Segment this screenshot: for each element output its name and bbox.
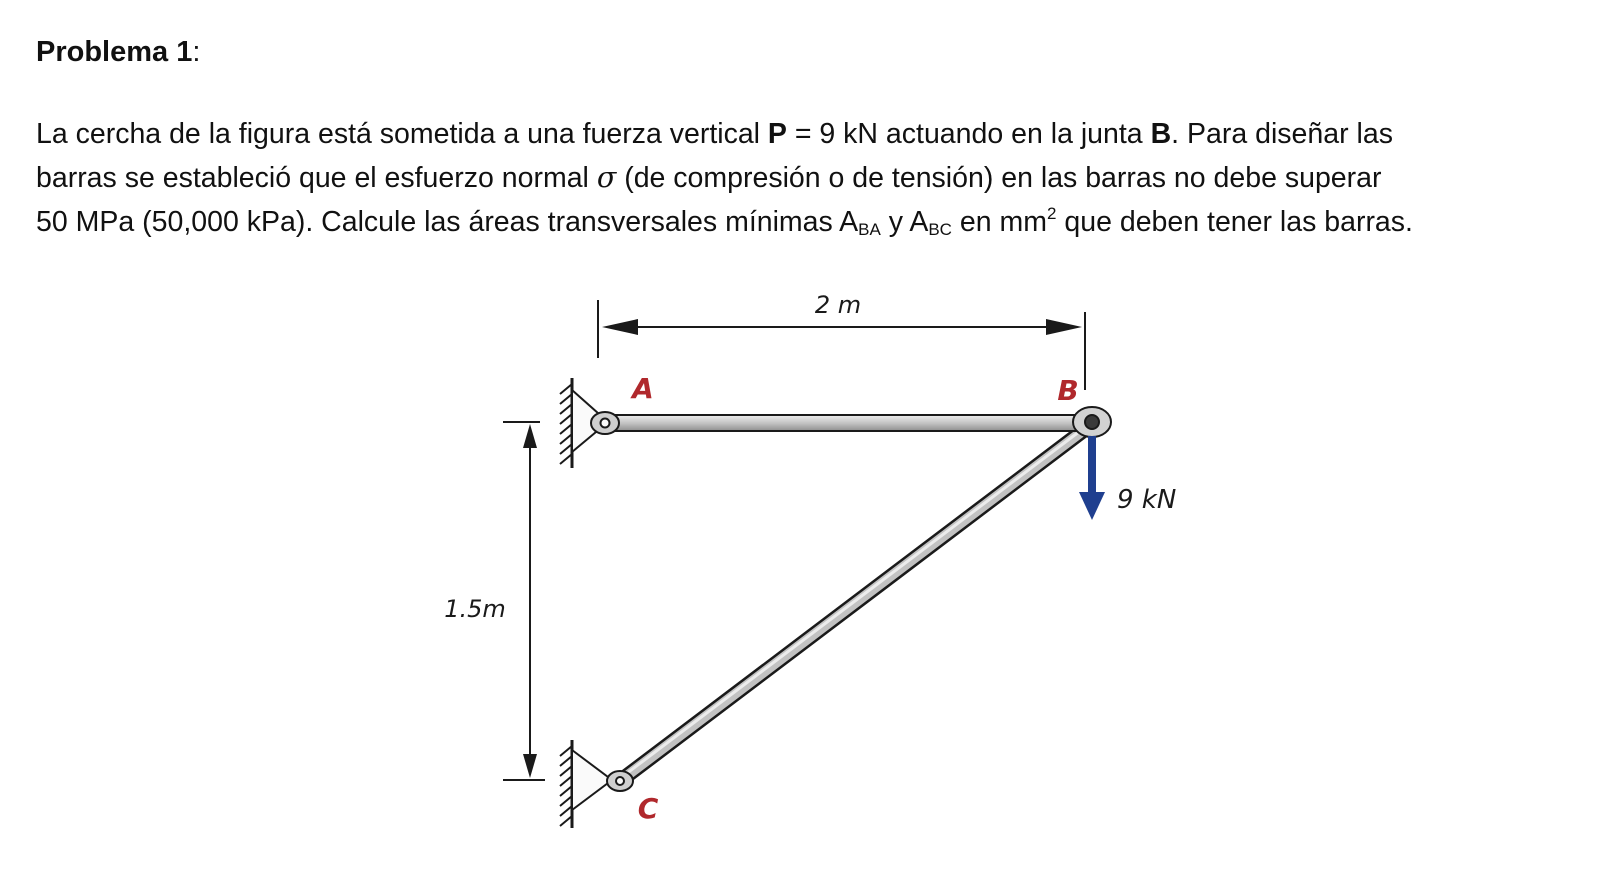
- statement-text: . Para diseñar las: [1171, 118, 1393, 150]
- sigma-symbol: σ: [596, 161, 617, 194]
- pin-hole: [1085, 415, 1099, 429]
- statement-text: barras se estableció que el esfuerzo normal: [36, 162, 597, 194]
- arrowhead-right: [1046, 319, 1082, 335]
- load-arrow: [1079, 436, 1176, 520]
- arrowhead-down: [523, 754, 537, 778]
- statement-text: La cercha de la figura está sometida a una fuerza vertical: [36, 118, 768, 150]
- joint-b-pin: [1073, 407, 1111, 437]
- bar-body: [620, 424, 1092, 781]
- wall-hatching: [560, 384, 572, 464]
- pin-support-c: [560, 740, 612, 828]
- width-dimension: [598, 291, 1085, 390]
- superscript-2: 2: [1047, 204, 1057, 223]
- statement-text: que deben tener las barras.: [1056, 206, 1413, 238]
- joint-c-pin: [607, 771, 633, 791]
- pin-hole: [601, 419, 610, 428]
- statement-text: 50 MPa (50,000 kPa). Calcule las áreas transversales mínimas A: [36, 206, 859, 238]
- support-bracket: [572, 750, 612, 810]
- subscript-bc: BC: [928, 220, 952, 239]
- load-label: 9 kN: [1117, 485, 1177, 515]
- force-symbol: P: [767, 118, 787, 150]
- joint-a-pin: [591, 412, 619, 434]
- pin-hole: [616, 777, 624, 785]
- joint-symbol: B: [1150, 118, 1172, 150]
- statement-text: = 9 kN actuando en la junta: [786, 118, 1151, 150]
- bar-ab: [598, 415, 1088, 431]
- statement-text: (de compresión o de tensión) en las barras no debe superar: [616, 162, 1382, 194]
- bar-bc: [620, 424, 1092, 781]
- arrowhead-up: [523, 424, 537, 448]
- joint-label-b: B: [1057, 374, 1079, 407]
- height-dimension: [444, 422, 545, 780]
- joint-label-c: C: [637, 792, 659, 825]
- statement-text: en mm: [951, 206, 1047, 238]
- width-label: 2 m: [814, 291, 862, 319]
- problem-title-text: Problema 1: [36, 36, 193, 68]
- arrow-head: [1079, 492, 1105, 520]
- wall-hatching: [560, 746, 572, 826]
- joint-label-a: A: [632, 372, 654, 405]
- arrowhead-left: [602, 319, 638, 335]
- statement-text: y A: [880, 206, 929, 238]
- subscript-ba: BA: [858, 220, 881, 239]
- height-label: 1.5m: [444, 595, 506, 623]
- bar-highlight: [622, 425, 1088, 777]
- problem-title-colon: :: [192, 36, 201, 68]
- arrow-shaft: [1088, 436, 1096, 496]
- bar-body: [598, 415, 1088, 431]
